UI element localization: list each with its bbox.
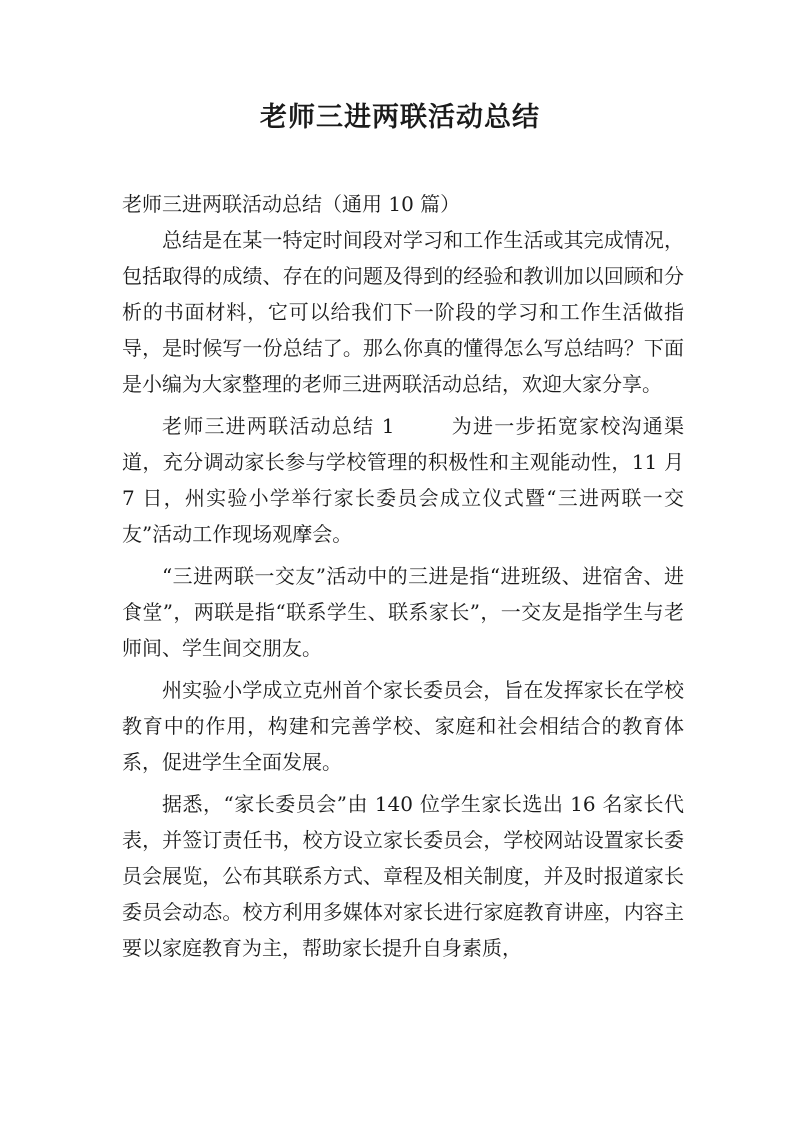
document-body — [122, 186, 684, 972]
document-title: 老师三进两联活动总结 — [260, 102, 540, 133]
intro-paragraph: 总结是在某一特定时间段对学习和工作生活或其完成情况，包括取得的成绩、存在的问题及得到的经验和教训加以回顾和分析的书面材料，它可以给我们下一阶段的学习和工作生活做指导，是时候写一份总结了。那么你真的懂得怎么写总结吗？下面是小编为大家整理的老师三进两联活动总结，欢迎大家分享。 — [122, 228, 684, 396]
section-1-paragraph — [122, 408, 684, 552]
committee-details-paragraph: 据悉，“家长委员会”由 140 位学生家长选出 16 名家长代表，并签订责任书，校方设立家长委员会，学校网站设置家长委员会展览，公布其联系方式、章程及相关制度，并及时报道家长委员会动态。校方利用多媒体对家长进行家庭教育讲座，内容主要以家庭教育为主，帮助家长提升自身素质， — [122, 792, 684, 960]
section-1-text: 为进一步拓宽家校沟通渠道，充分调动家长参与学校管理的积极性和主观能动性，11 月 7 日，州实验小学举行家长委员会成立仪式暨“三进两联一交友”活动工作现场观摩会。 — [122, 414, 684, 546]
document-subtitle: 老师三进两联活动总结（通用 10 篇） — [122, 192, 461, 216]
section-1-heading: 老师三进两联活动总结 1 — [162, 414, 395, 438]
parent-committee-paragraph: 州实验小学成立克州首个家长委员会，旨在发挥家长在学校教育中的作用，构建和完善学校、家庭和社会相结合的教育体系，促进学生全面发展。 — [122, 678, 684, 774]
three-visits-paragraph: “三进两联一交友”活动中的三进是指“进班级、进宿舍、进食堂”，两联是指“联系学生、联系家长”，一交友是指学生与老师间、学生间交朋友。 — [122, 564, 684, 660]
